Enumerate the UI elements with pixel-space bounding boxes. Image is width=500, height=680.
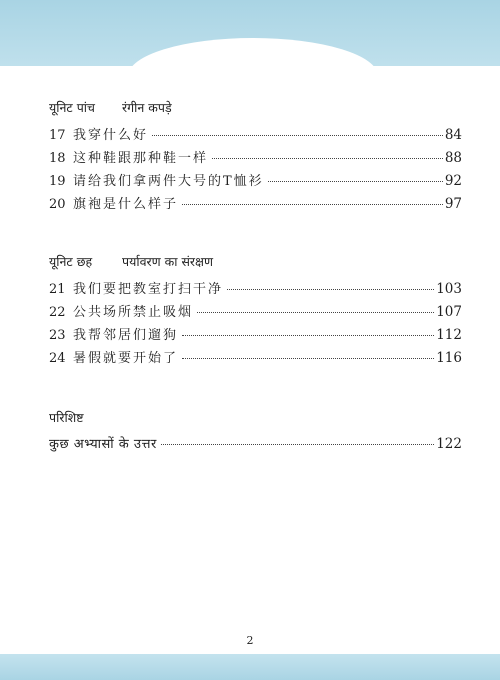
toc-entry[interactable] (49, 147, 462, 170)
dot-leader (227, 289, 434, 290)
dot-leader (182, 335, 434, 336)
footer-page-number: 2 (246, 634, 254, 647)
toc-entry[interactable] (49, 124, 462, 147)
lesson-number: 22 (49, 305, 66, 320)
page-number: 97 (444, 196, 462, 212)
table-of-contents (49, 98, 462, 493)
lesson-title: 我帮邻居们遛狗 (73, 328, 179, 343)
unit-heading (49, 252, 462, 272)
page-number: 92 (444, 173, 462, 189)
lesson-title: 我穿什么好 (73, 128, 149, 143)
dot-leader (152, 135, 443, 136)
toc-entry[interactable] (49, 301, 462, 324)
toc-entry[interactable] (49, 278, 462, 301)
lesson-title: 这种鞋跟那种鞋一样 (73, 151, 209, 166)
unit-label: यूनिट छह (49, 254, 93, 269)
toc-entry[interactable] (49, 193, 462, 216)
lesson-number: 24 (49, 351, 66, 366)
lesson-number: 18 (49, 151, 66, 166)
dot-leader (212, 158, 443, 159)
appendix-heading: परिशिष्ट (49, 410, 84, 425)
lesson-title: 旗袍是什么样子 (73, 197, 179, 212)
page-number: 88 (444, 150, 462, 166)
lesson-title: 暑假就要开始了 (73, 351, 179, 366)
lesson-number: 23 (49, 328, 66, 343)
unit-title: रंगीन कपड़े (122, 100, 172, 115)
lesson-number: 17 (49, 128, 66, 143)
lesson-number: 19 (49, 174, 66, 189)
bottom-decorative-band (0, 654, 500, 680)
lesson-title: 我们要把教室打扫干净 (73, 282, 224, 297)
unit-title: पर्यावरण का संरक्षण (122, 254, 214, 269)
dot-leader (182, 204, 443, 205)
lesson-title: 公共场所禁止吸烟 (73, 305, 194, 320)
unit-heading (49, 98, 462, 118)
unit-five-section (49, 98, 462, 216)
lesson-number: 20 (49, 197, 66, 212)
page-number: 112 (436, 327, 462, 343)
lesson-number: 21 (49, 282, 66, 297)
unit-label: यूनिट पांच (49, 100, 95, 115)
appendix-section (49, 408, 462, 457)
dot-leader (268, 181, 443, 182)
page-number: 107 (436, 304, 462, 320)
lesson-title: 请给我们拿两件大号的T恤衫 (73, 174, 264, 189)
page-number: 84 (444, 127, 462, 143)
dot-leader (182, 358, 434, 359)
toc-entry[interactable] (49, 170, 462, 193)
appendix-entry-title: कुछ अभ्यासों के उत्तर (49, 437, 157, 452)
toc-entry[interactable] (49, 324, 462, 347)
toc-entry-appendix[interactable] (49, 434, 462, 457)
page-number: 116 (436, 350, 462, 366)
dot-leader (197, 312, 434, 313)
page-number: 103 (436, 281, 462, 297)
page-number: 122 (436, 436, 462, 452)
dot-leader (161, 444, 434, 445)
toc-entry[interactable] (49, 347, 462, 370)
unit-six-section (49, 252, 462, 370)
